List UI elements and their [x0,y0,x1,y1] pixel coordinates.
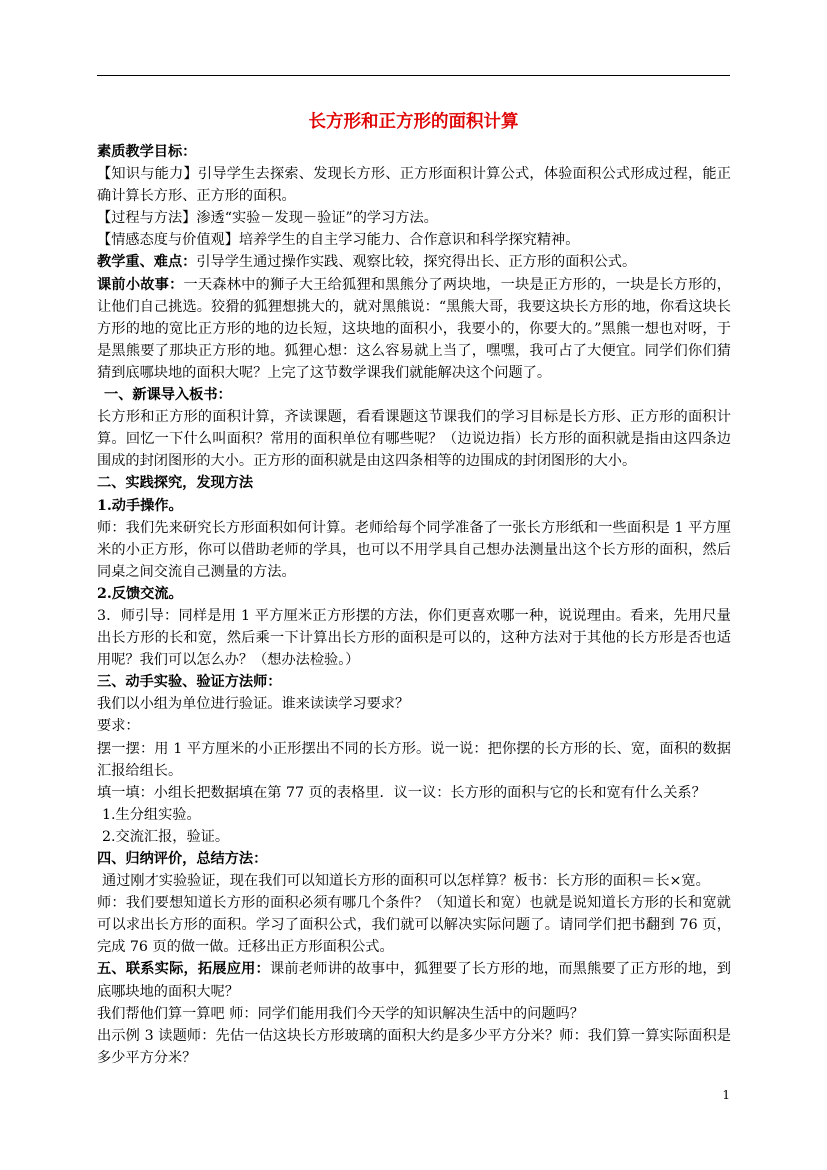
section-5-text-2: 我们帮他们算一算吧 师：同学们能用我们今天学的知识解决生活中的问题吗？ [97,1005,584,1022]
section-3-step-1: 1.生分组实验。 [102,806,201,823]
section-4-heading: 四、归纳评价，总结方法： [97,851,268,867]
key-points [97,251,731,273]
section-3-step-2: 2.交流汇报，验证。 [102,828,230,845]
section-5-text: 课前老师讲的故事中，狐狸要了长方形的地，而黑熊要了正方形的地，到底哪块地的面积大呢？ [97,961,731,1000]
header-rule [97,75,730,76]
goal-knowledge: 【知识与能力】引导学生去探索、发现长方形、正方形面积计算公式，体验面积公式形成过程，能正确计算长方形、正方形的面积。 [97,166,731,205]
section-5 [97,958,731,1002]
section-5-heading: 五、联系实际，拓展应用： [97,961,270,978]
section-4-text-1: 通过刚才实验验证，现在我们可以知道长方形的面积可以怎样算？板书：长方形的面积＝长×宽。 [102,873,710,890]
section-3-heading: 三、动手实验、验证方法师： [97,674,282,691]
document-body [97,141,731,1069]
section-5-text-3: 出示例 3 读题师：先估一估这块长方形玻璃的面积大约是多少平方分米？师：我们算一算实际面积是多少平方分米？ [97,1027,731,1066]
section-3-text-4: 填一填：小组长把数据填在第 77 页的表格里．议一议：长方形的面积与它的长和宽有什么关系？ [97,784,706,801]
section-2-heading: 二、实践探究，发现方法 [97,475,254,492]
section-2-1-text: 师：我们先来研究长方形面积如何计算。老师给每个同学准备了一张长方形纸和一些面积是 1 平方厘米的小正方形，你可以借助老师的学具，也可以不用学具自己想办法测量出这个长方形的面积，然后同桌之间交流自己测量的方法。 [97,519,731,580]
story [97,274,731,384]
goal-attitude: 【情感态度与价值观】培养学生的自主学习能力、合作意识和科学探究精神。 [97,232,580,249]
goals-heading: 素质教学目标： [97,144,197,160]
section-3-text-1: 我们以小组为单位进行验证。谁来读读学习要求？ [97,696,410,713]
section-4-text-2: 师：我们要想知道长方形的面积必须有哪几个条件？（知道长和宽）也就是说知道长方形的长和宽就可以求出长方形的面积。学习了面积公式，我们就可以解决实际问题了。请同学们把书翻到 76 页，完成 76 页的做一做。迁移出正方形面积公式。 [97,895,731,956]
page-title: 长方形和正方形的面积计算 [308,112,519,132]
goal-process: 【过程与方法】渗透“实验－发现－验证”的学习方法。 [97,210,438,227]
section-1-heading: 一、新课导入板书： [104,387,232,404]
section-2-2-heading: 2.反馈交流。 [97,585,183,602]
section-3-text-2: 要求： [97,718,140,735]
section-2-3-text: 3．师引导：同样是用 1 平方厘米正方形摆的方法，你们更喜欢哪一种，说说理由。看来，先用尺量出长方形的长和宽，然后乘一下计算出长方形的面积是可以的，这种方法对于其他的长方形是否也适用呢？我们可以怎么办？（想办法检验。） [97,607,731,669]
key-points-heading: 教学重、难点： [97,254,197,271]
key-points-text: 引导学生通过操作实践、观察比较，探究得出长、正方形的面积公式。 [196,254,637,271]
story-heading: 课前小故事： [97,276,184,293]
story-text: 一天森林中的狮子大王给狐狸和黑熊分了两块地，一块是正方形的，一块是长方形的，让他们自己挑选。狡猾的狐狸想挑大的，就对黑熊说：“黑熊大哥，我要这块长方形的地，你看这块长方形的地的宽比正方形的地的边长短，这块地的面积小，我要小的，你要大的。”黑熊一想也对呀，于是黑熊要了那块正方形的地。狐狸心想：这么容易就上当了，嘿嘿，我可占了大便宜。同学们你们猜猜到底哪块地的面积大呢？上完了这节数学课我们就能解决这个问题了。 [97,276,731,381]
page-number: 1 [722,1088,730,1102]
section-1-text: 长方形和正方形的面积计算，齐读课题，看看课题这节课我们的学习目标是长方形、正方形的面积计算。回忆一下什么叫面积？常用的面积单位有哪些呢？（边说边指）长方形的面积就是指由这四条边围成的封闭图形的大小。正方形的面积就是由这四条相等的边围成的封闭图形的大小。 [97,409,731,470]
section-2-1-heading: 1.动手操作。 [97,497,183,514]
section-3-text-3: 摆一摆：用 1 平方厘米的小正形摆出不同的长方形。说一说：把你摆的长方形的长、宽，面积的数据汇报给组长。 [97,740,731,779]
